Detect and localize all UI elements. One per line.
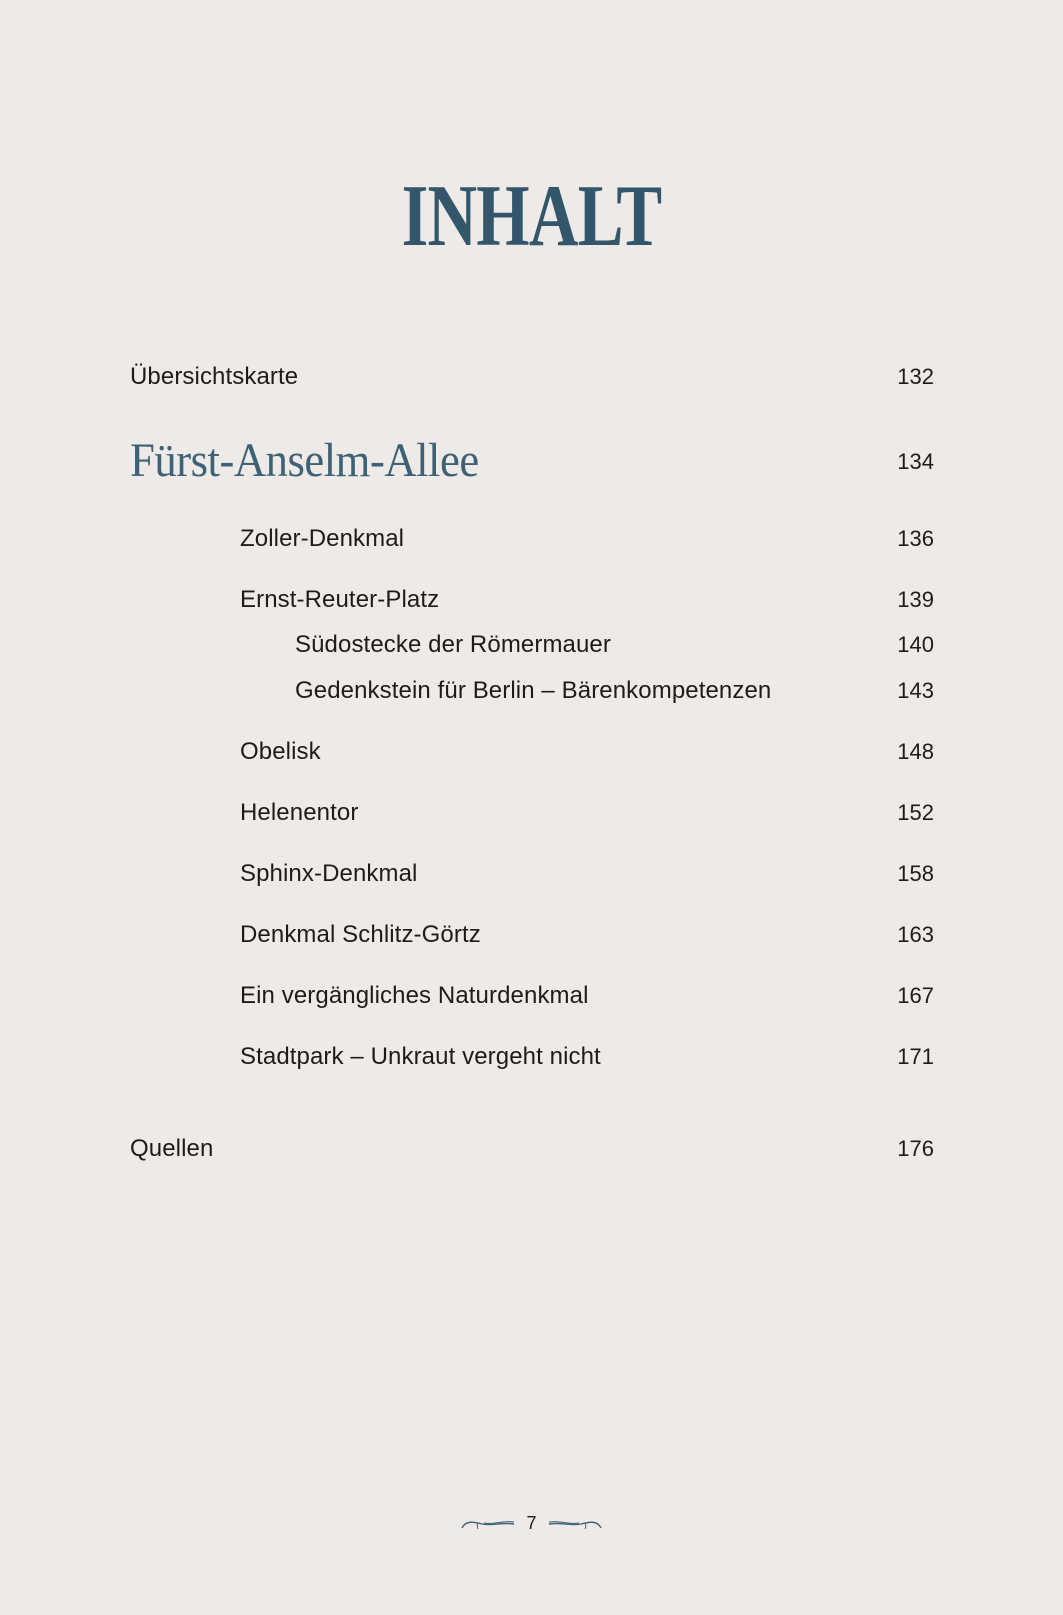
toc-entry-helenentor[interactable] bbox=[0, 796, 1063, 830]
toc-entry-page: 163 bbox=[897, 922, 934, 947]
toc-entry-page: 171 bbox=[897, 1044, 934, 1069]
toc-entry-label: Ernst-Reuter-Platz bbox=[240, 586, 440, 613]
toc-entry-sphinx-denkmal[interactable] bbox=[0, 857, 1063, 891]
toc-entry-quellen[interactable] bbox=[0, 1132, 1063, 1166]
toc-entry-denkmal-schlitz-goertz[interactable] bbox=[0, 918, 1063, 952]
toc-entry-uebersichtskarte[interactable] bbox=[0, 360, 1063, 394]
toc-entry-suedostecke[interactable] bbox=[0, 628, 1063, 662]
page-footer bbox=[0, 1508, 1063, 1538]
toc-entry-label: Quellen bbox=[130, 1135, 214, 1162]
toc-entry-label: Sphinx-Denkmal bbox=[240, 860, 418, 887]
toc-entry-page: 140 bbox=[897, 632, 934, 657]
toc-entry-label: Obelisk bbox=[240, 738, 321, 765]
toc-entry-page: 167 bbox=[897, 983, 934, 1008]
toc-entry-label: Übersichtskarte bbox=[130, 363, 299, 390]
toc-entry-stadtpark[interactable] bbox=[0, 1040, 1063, 1074]
toc-entry-label: Helenentor bbox=[240, 799, 359, 826]
toc-entry-ernst-reuter-platz[interactable] bbox=[0, 583, 1063, 617]
toc-entry-gedenkstein[interactable] bbox=[0, 674, 1063, 708]
toc-entry-page: 139 bbox=[897, 587, 934, 612]
toc-entry-label: Gedenkstein für Berlin – Bärenkompetenzen bbox=[295, 677, 772, 704]
flourish-right-icon bbox=[547, 1516, 603, 1530]
toc-section-fuerst-anselm-allee[interactable] bbox=[0, 434, 1063, 487]
page-number: 7 bbox=[526, 1513, 537, 1533]
toc-entry-page: 148 bbox=[897, 739, 934, 764]
toc-entry-page: 136 bbox=[897, 526, 934, 551]
toc-section-heading: Fürst-Anselm-Allee bbox=[130, 434, 479, 487]
toc-entry-label: Stadtpark – Unkraut vergeht nicht bbox=[240, 1043, 601, 1070]
toc-entry-label: Südostecke der Römermauer bbox=[295, 631, 611, 658]
toc-entry-page: 143 bbox=[897, 678, 934, 703]
toc-entry-page: 176 bbox=[897, 1136, 934, 1161]
toc-entry-page: 152 bbox=[897, 800, 934, 825]
toc-entry-page: 158 bbox=[897, 861, 934, 886]
toc-entry-zoller-denkmal[interactable] bbox=[0, 522, 1063, 556]
toc-entry-page: 134 bbox=[897, 449, 934, 474]
toc-entry-naturdenkmal[interactable] bbox=[0, 979, 1063, 1013]
page-title: INHALT bbox=[401, 167, 662, 265]
flourish-left-icon bbox=[460, 1516, 516, 1530]
toc-entry-obelisk[interactable] bbox=[0, 735, 1063, 769]
toc-entry-label: Denkmal Schlitz-Görtz bbox=[240, 921, 481, 948]
toc-entry-label: Ein vergängliches Naturdenkmal bbox=[240, 982, 589, 1009]
toc-entry-label: Zoller-Denkmal bbox=[240, 525, 405, 552]
toc-entry-page: 132 bbox=[897, 364, 934, 389]
